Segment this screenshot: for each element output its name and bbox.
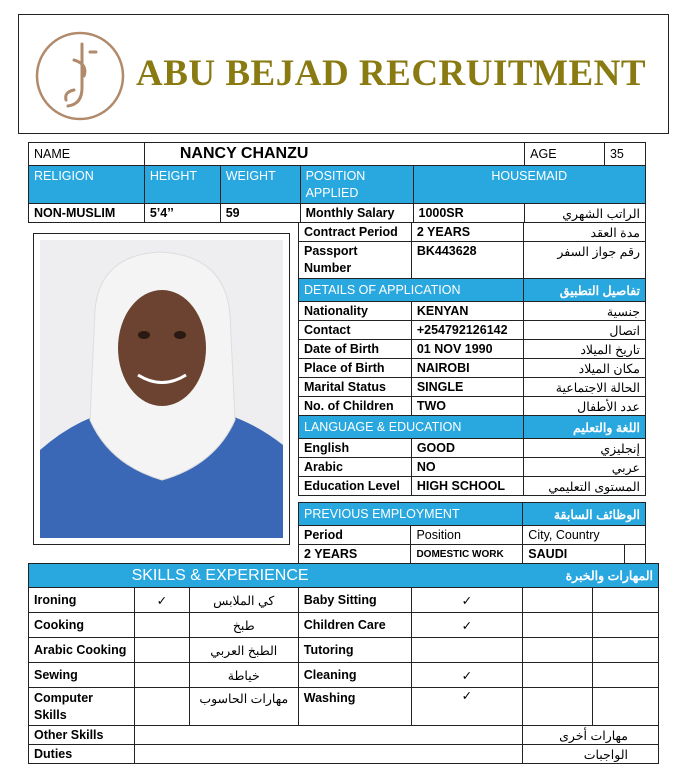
english-value: GOOD xyxy=(411,439,523,458)
skill-computer-label-2: Skills xyxy=(34,707,67,722)
contract-value: 1000SR xyxy=(413,204,525,223)
age-label: AGE xyxy=(525,143,605,166)
nationality-arabic: جنسية xyxy=(523,302,645,321)
empty-cell xyxy=(523,588,593,613)
skill-babysitting-check: ✓ xyxy=(411,588,523,613)
passport-value: BK443628 xyxy=(411,242,523,279)
skill-cooking-arabic: طبخ xyxy=(189,613,298,638)
name-value: NANCY CHANZU xyxy=(144,143,524,166)
skill-washing-check: ✓ xyxy=(411,688,523,726)
skill-babysitting-label: Baby Sitting xyxy=(298,588,411,613)
profile-table xyxy=(28,142,646,223)
other-skills-value xyxy=(134,726,522,745)
skill-cooking-label: Cooking xyxy=(29,613,135,638)
arabic-label: Arabic xyxy=(299,458,412,477)
skills-section-title: SKILLS & EXPERIENCE xyxy=(29,564,412,588)
skill-cooking-check xyxy=(134,613,189,638)
pob-label: Place of Birth xyxy=(299,359,412,378)
language-section-title: LANGUAGE & EDUCATION xyxy=(299,416,524,439)
marital-value: SINGLE xyxy=(411,378,523,397)
skill-sewing-arabic: خياطة xyxy=(189,663,298,688)
contract-label: Monthly Salary xyxy=(300,204,413,223)
contract-period-arabic: مدة العقد xyxy=(523,223,645,242)
empty-cell xyxy=(523,663,593,688)
skill-arabiccooking-check xyxy=(134,638,189,663)
position-label-2: APPLIED xyxy=(305,185,359,200)
contract-arabic: الراتب الشهري xyxy=(525,204,646,223)
height-header: HEIGHT xyxy=(144,166,220,204)
empty-cell xyxy=(523,638,593,663)
location-value: SAUDI xyxy=(523,545,625,564)
marital-label: Marital Status xyxy=(299,378,412,397)
location-header: City, Country xyxy=(523,526,646,545)
nationality-value: KENYAN xyxy=(411,302,523,321)
skill-childrencare-label: Children Care xyxy=(298,613,411,638)
skills-table xyxy=(28,563,659,764)
details-section-title-ar: تفاصيل التطبيق xyxy=(523,279,645,302)
marital-arabic: الحالة الاجتماعية xyxy=(523,378,645,397)
empty-cell xyxy=(593,588,659,613)
company-title: ABU BEJAD RECRUITMENT xyxy=(136,53,647,94)
education-value: HIGH SCHOOL xyxy=(411,477,523,496)
position-label-1: POSITION xyxy=(305,168,366,183)
other-skills-arabic: مهارات أخرى xyxy=(523,726,659,745)
empty-cell xyxy=(593,638,659,663)
nationality-label: Nationality xyxy=(299,302,412,321)
religion-header: RELIGION xyxy=(29,166,145,204)
contact-value: +254792126142 xyxy=(411,321,523,340)
english-label: English xyxy=(299,439,412,458)
duties-arabic: الواجبات xyxy=(523,745,659,764)
dob-value: 01 NOV 1990 xyxy=(411,340,523,359)
education-arabic: المستوى التعليمي xyxy=(523,477,645,496)
skill-arabiccooking-arabic: الطبخ العربي xyxy=(189,638,298,663)
applicant-photo xyxy=(40,240,283,538)
skill-computer-check xyxy=(134,688,189,726)
period-header: Period xyxy=(299,526,411,545)
details-table xyxy=(298,222,646,496)
employment-section-title-ar: الوظائف السابقة xyxy=(523,503,646,526)
other-skills-label: Other Skills xyxy=(29,726,135,745)
skill-childrencare-check: ✓ xyxy=(411,613,523,638)
weight-value: 59 xyxy=(220,204,300,223)
skill-ironing-arabic: كي الملابس xyxy=(189,588,298,613)
empty-cell xyxy=(593,663,659,688)
position-header xyxy=(300,166,413,204)
age-value: 35 xyxy=(604,143,645,166)
skill-arabiccooking-label: Arabic Cooking xyxy=(29,638,135,663)
name-label: NAME xyxy=(29,143,145,166)
details-section-title: DETAILS OF APPLICATION xyxy=(299,279,524,302)
passport-label xyxy=(299,242,412,279)
employment-section-title: PREVIOUS EMPLOYMENT xyxy=(299,503,523,526)
skill-cleaning-label: Cleaning xyxy=(298,663,411,688)
skill-washing-label: Washing xyxy=(298,688,411,726)
employment-table xyxy=(298,502,646,564)
skill-computer-label xyxy=(29,688,135,726)
religion-value: NON-MUSLIM xyxy=(29,204,145,223)
skill-computer-label-1: Computer xyxy=(34,690,94,705)
dob-arabic: تاريخ الميلاد xyxy=(523,340,645,359)
english-arabic: إنجليزي xyxy=(523,439,645,458)
children-label: No. of Children xyxy=(299,397,412,416)
contact-label: Contact xyxy=(299,321,412,340)
position-value: HOUSEMAID xyxy=(413,166,646,204)
weight-header: WEIGHT xyxy=(220,166,300,204)
skills-section-title-ar: المهارات والخبرة xyxy=(411,564,658,588)
empty-cell xyxy=(523,613,593,638)
skill-cleaning-check: ✓ xyxy=(411,663,523,688)
contract-period-value: 2 YEARS xyxy=(411,223,523,242)
skill-tutoring-label: Tutoring xyxy=(298,638,411,663)
skill-ironing-check: ✓ xyxy=(134,588,189,613)
empty-cell xyxy=(593,613,659,638)
contact-arabic: اتصال xyxy=(523,321,645,340)
empty-cell xyxy=(593,688,659,726)
education-label: Education Level xyxy=(299,477,412,496)
company-logo xyxy=(34,30,126,122)
passport-arabic: رقم جواز السفر xyxy=(523,242,645,279)
passport-label-1: Passport xyxy=(304,244,358,258)
duties-label: Duties xyxy=(29,745,135,764)
period-value: 2 YEARS xyxy=(299,545,411,564)
skill-computer-arabic: مهارات الحاسوب xyxy=(189,688,298,726)
arabic-value: NO xyxy=(411,458,523,477)
position-value-cell: DOMESTIC WORK xyxy=(411,545,523,564)
duties-value xyxy=(134,745,522,764)
pob-value: NAIROBI xyxy=(411,359,523,378)
pob-arabic: مكان الميلاد xyxy=(523,359,645,378)
skill-tutoring-check xyxy=(411,638,523,663)
height-value: 5’4’’ xyxy=(144,204,220,223)
skill-sewing-label: Sewing xyxy=(29,663,135,688)
empty-cell xyxy=(523,688,593,726)
dob-label: Date of Birth xyxy=(299,340,412,359)
empty-cell xyxy=(625,545,646,564)
skill-ironing-label: Ironing xyxy=(29,588,135,613)
children-value: TWO xyxy=(411,397,523,416)
contract-period-label: Contract Period xyxy=(299,223,412,242)
position-header-cell: Position xyxy=(411,526,523,545)
children-arabic: عدد الأطفال xyxy=(523,397,645,416)
arabic-arabic: عربي xyxy=(523,458,645,477)
passport-label-2: Number xyxy=(304,261,352,275)
skill-sewing-check xyxy=(134,663,189,688)
language-section-title-ar: اللغة والتعليم xyxy=(523,416,645,439)
